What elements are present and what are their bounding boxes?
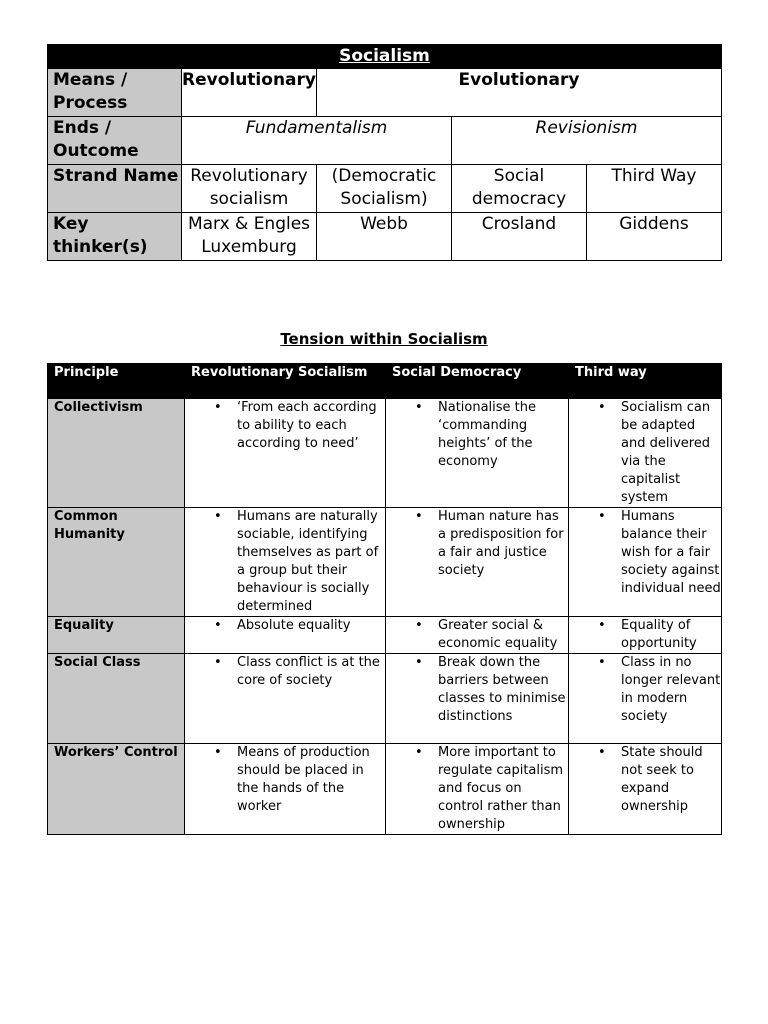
strand-cell: Social democracy — [452, 165, 587, 213]
table-cell — [386, 617, 569, 654]
ends-row — [48, 117, 722, 165]
table-cell — [386, 744, 569, 835]
thinker-cell: Webb — [317, 213, 452, 261]
row-label-means: Means / Process — [48, 69, 182, 117]
table-row — [48, 399, 722, 508]
table-row — [48, 744, 722, 835]
list-item: • Absolute equality — [237, 617, 385, 635]
list-item: • Humans balance their wish for a fair society against individual need — [621, 508, 721, 598]
cell-revolutionary: Revolutionary — [182, 69, 317, 117]
principle-cell: Social Class — [48, 654, 185, 744]
list-item: • Break down the barriers between classes to minimise distinctions — [438, 654, 568, 726]
row-label-thinkers: Key thinker(s) — [48, 213, 182, 261]
list-item: • Equality of opportunity — [621, 617, 721, 653]
table-row — [48, 617, 722, 654]
strand-cell: (Democratic Socialism) — [317, 165, 452, 213]
table-cell — [386, 399, 569, 508]
list-item: • More important to regulate capitalism and focus on control rather than ownership — [438, 744, 568, 834]
list-item: • Means of production should be placed in the hands of the worker — [237, 744, 385, 816]
thinker-cell: Crosland — [452, 213, 587, 261]
column-header: Revolutionary Socialism — [185, 364, 386, 399]
table-cell — [569, 508, 722, 617]
strand-cell: Revolutionary socialism — [182, 165, 317, 213]
principle-cell: Common Humanity — [48, 508, 185, 617]
list-item: • Nationalise the ‘commanding heights’ of the economy — [438, 399, 568, 471]
table-cell — [185, 617, 386, 654]
table-cell — [386, 654, 569, 744]
table-cell — [569, 617, 722, 654]
column-header: Third way — [569, 364, 722, 399]
table-cell — [386, 508, 569, 617]
list-item: • ‘From each according to ability to each according to need’ — [237, 399, 385, 453]
principle-cell: Collectivism — [48, 399, 185, 508]
list-item: • Class in no longer relevant in modern society — [621, 654, 721, 726]
list-item: • Humans are naturally sociable, identifying themselves as part of a group but their behaviour is socially determined — [237, 508, 385, 616]
list-item: • Human nature has a predisposition for a fair and justice society — [438, 508, 568, 580]
table-cell — [185, 508, 386, 617]
cell-fundamentalism: Fundamentalism — [182, 117, 452, 165]
table-row — [48, 654, 722, 744]
principle-cell: Workers’ Control — [48, 744, 185, 835]
section-heading: Tension within Socialism — [280, 330, 488, 348]
list-item: • Class conflict is at the core of society — [237, 654, 385, 690]
strand-row — [48, 165, 722, 213]
tension-header-row — [48, 364, 722, 399]
table-row — [48, 508, 722, 617]
thinker-cell: Giddens — [587, 213, 722, 261]
list-item: • Socialism can be adapted and delivered via the capitalist system — [621, 399, 721, 507]
table-cell — [185, 399, 386, 508]
principle-cell: Equality — [48, 617, 185, 654]
column-header: Principle — [48, 364, 185, 399]
cell-revisionism: Revisionism — [452, 117, 722, 165]
table-cell — [569, 654, 722, 744]
tension-table — [47, 363, 722, 835]
table-title: Socialism — [48, 45, 722, 69]
strand-cell: Third Way — [587, 165, 722, 213]
list-item: • Greater social & economic equality — [438, 617, 568, 653]
cell-evolutionary: Evolutionary — [317, 69, 722, 117]
table-cell — [569, 744, 722, 835]
table-cell — [569, 399, 722, 508]
thinker-cell: Marx & Engles Luxemburg — [182, 213, 317, 261]
column-header: Social Democracy — [386, 364, 569, 399]
table-cell — [185, 744, 386, 835]
thinkers-row — [48, 213, 722, 261]
row-label-strand: Strand Name — [48, 165, 182, 213]
row-label-ends: Ends / Outcome — [48, 117, 182, 165]
table-cell — [185, 654, 386, 744]
list-item: • State should not seek to expand ownership — [621, 744, 721, 816]
means-row — [48, 69, 722, 117]
socialism-overview-table — [47, 44, 722, 261]
